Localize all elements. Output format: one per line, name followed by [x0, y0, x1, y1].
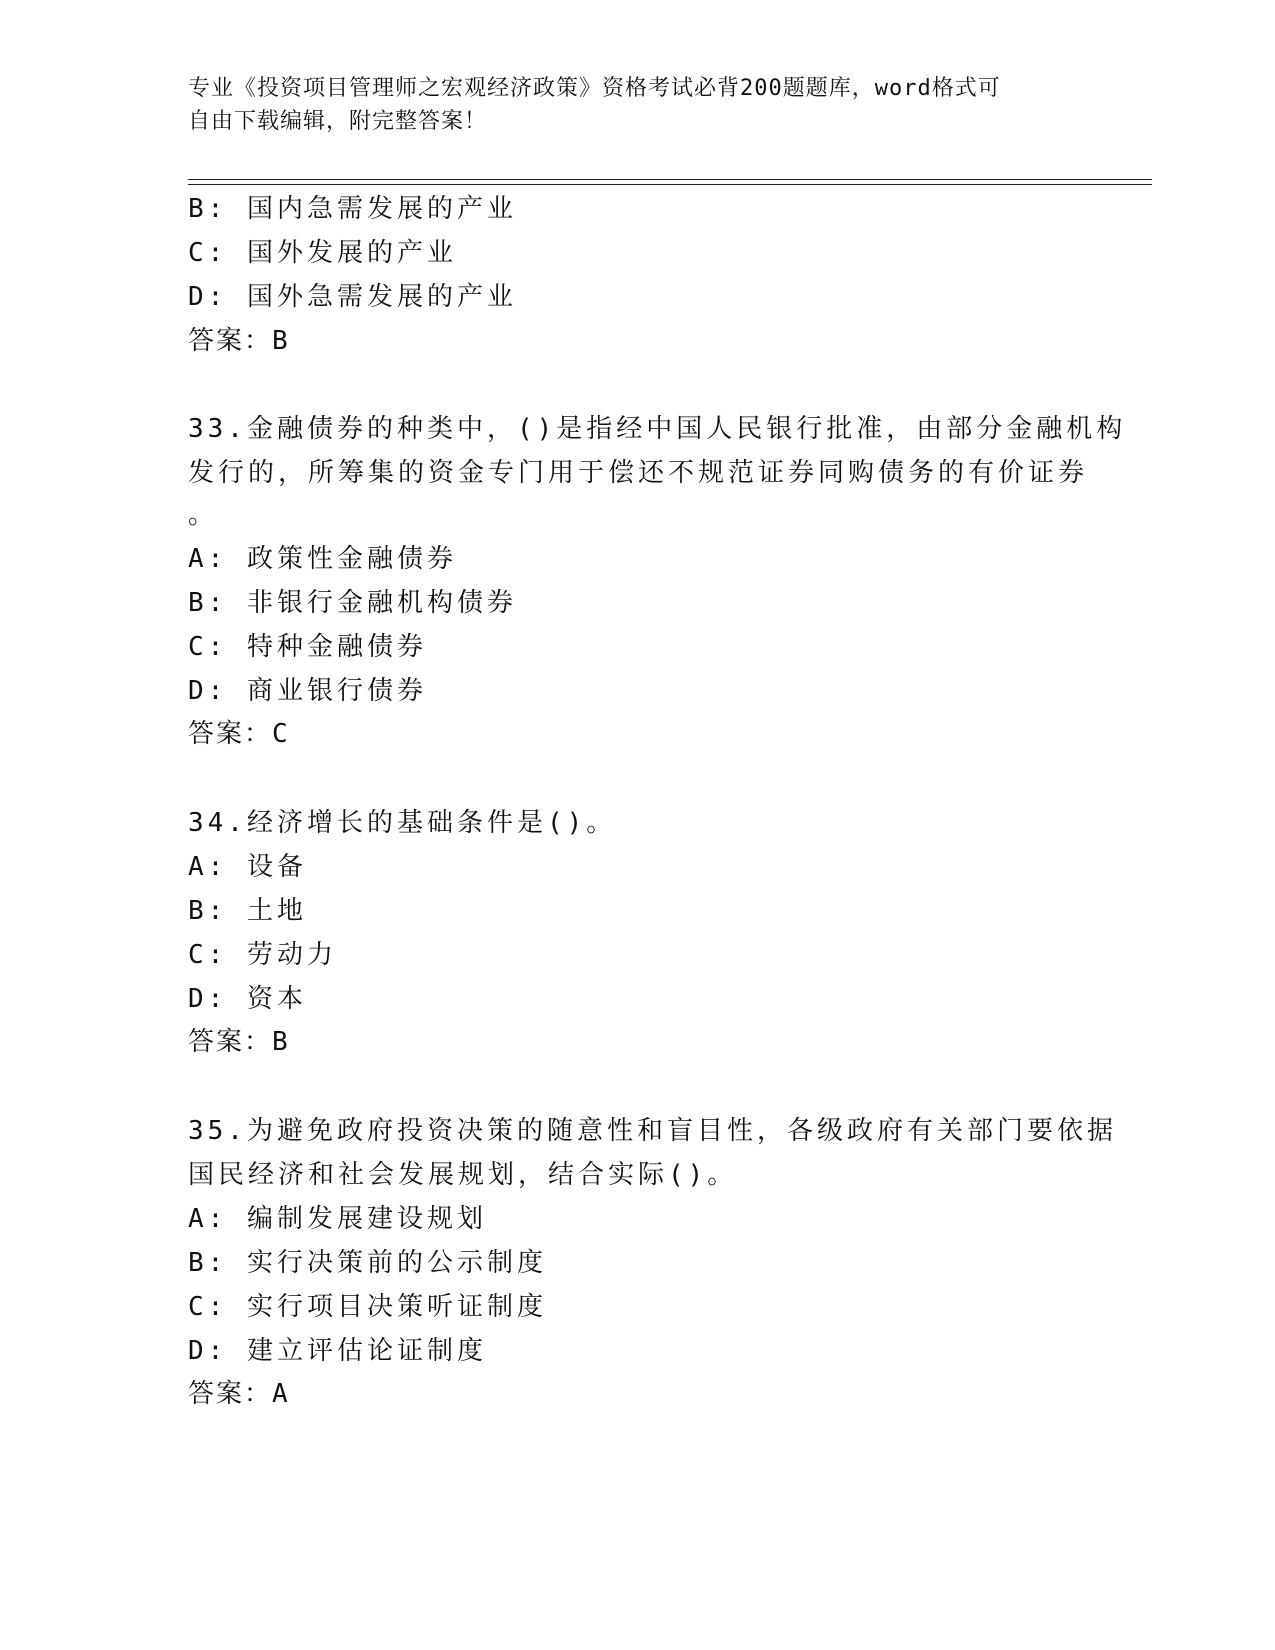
q35-stem-line-2: 国民经济和社会发展规划，结合实际()。 — [188, 1160, 738, 1190]
q33-stem-line-1: 33.金融债券的种类中，()是指经中国人民银行批准，由部分金融机构 — [188, 414, 1127, 444]
q35-answer — [188, 1377, 290, 1411]
q35-option-b: B: 实行决策前的公示制度 — [188, 1248, 547, 1278]
q33-answer — [188, 717, 290, 751]
q33-option-b: B: 非银行金融机构债券 — [188, 588, 517, 618]
header-line-2: 自由下载编辑，附完整答案！ — [188, 109, 488, 134]
q34-option-d: D: 资本 — [188, 984, 307, 1014]
q34-option-a: A: 设备 — [188, 852, 307, 882]
q34-stem-line-1: 34.经济增长的基础条件是()。 — [188, 808, 617, 838]
answer-label: 答案： — [188, 1027, 273, 1057]
q33-option-d: D: 商业银行债券 — [188, 676, 427, 706]
q32-answer — [188, 324, 290, 358]
q32-option-d: D: 国外急需发展的产业 — [188, 282, 517, 312]
answer-value: B — [272, 326, 290, 356]
header-line-1: 专业《投资项目管理师之宏观经济政策》资格考试必背200题题库，word格式可 — [188, 76, 1001, 101]
q33-option-c: C: 特种金融债券 — [188, 632, 427, 662]
q33-stem-line-3: 。 — [188, 500, 219, 530]
q32-option-c: C: 国外发展的产业 — [188, 238, 457, 268]
q35-option-a: A: 编制发展建设规划 — [188, 1204, 487, 1234]
header-rule-bottom — [188, 184, 1152, 185]
q35-stem-line-1: 35.为避免政府投资决策的随意性和盲目性，各级政府有关部门要依据 — [188, 1116, 1117, 1146]
answer-value: A — [272, 1379, 290, 1409]
header-rule-top — [188, 179, 1152, 180]
answer-value: B — [272, 1027, 290, 1057]
answer-value: C — [272, 719, 290, 749]
q34-option-c: C: 劳动力 — [188, 940, 337, 970]
q35-option-c: C: 实行项目决策听证制度 — [188, 1292, 547, 1322]
q32-option-b: B: 国内急需发展的产业 — [188, 194, 517, 224]
answer-label: 答案： — [188, 1379, 273, 1409]
q33-option-a: A: 政策性金融债券 — [188, 544, 457, 574]
q34-option-b: B: 土地 — [188, 896, 307, 926]
q34-answer — [188, 1025, 290, 1059]
answer-label: 答案： — [188, 719, 273, 749]
q35-option-d: D: 建立评估论证制度 — [188, 1336, 487, 1366]
q33-stem-line-2: 发行的，所筹集的资金专门用于偿还不规范证券同购债务的有价证券 — [188, 458, 1089, 488]
answer-label: 答案： — [188, 326, 273, 356]
page-header — [188, 72, 1068, 138]
